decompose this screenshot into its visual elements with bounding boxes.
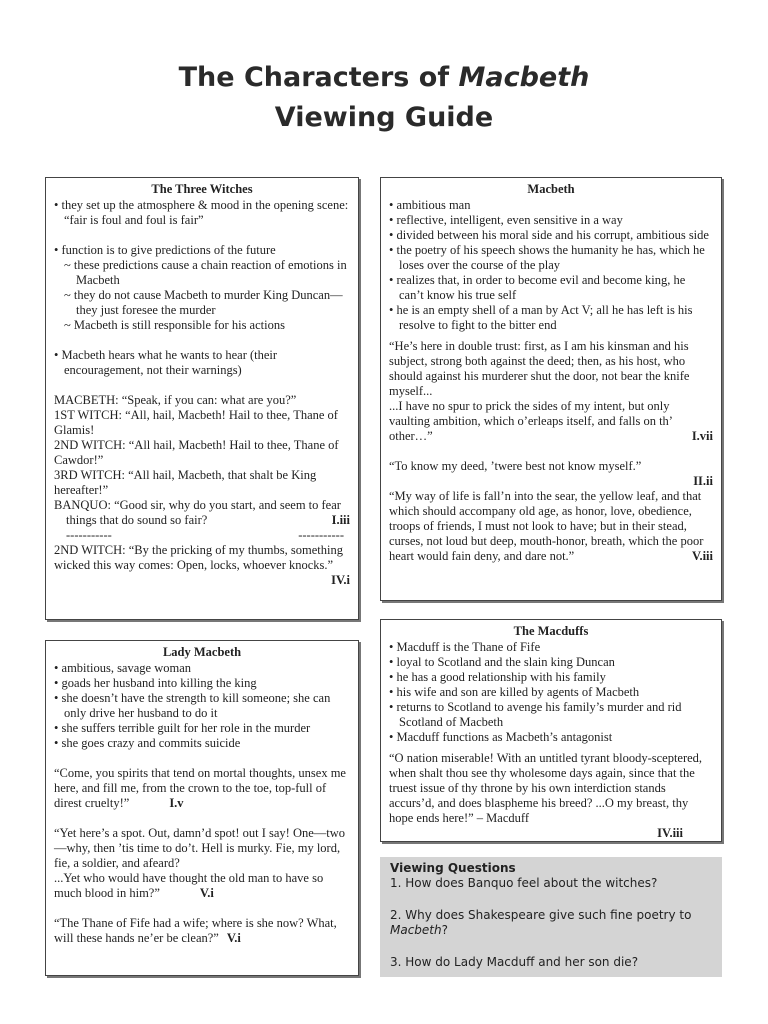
act-scene-reference: V.i: [199, 886, 214, 900]
macduffs-bullet: • he has a good relationship with his family: [389, 670, 713, 685]
lady-macbeth-bullet: • she doesn’t have the strength to kill someone; she can only drive her husband to do it: [54, 691, 350, 721]
macbeth-quote: [389, 489, 713, 564]
witches-quote-line: [54, 498, 350, 528]
witches-quote-line: MACBETH: “Speak, if you can: what are you?”: [54, 393, 297, 407]
lady-macbeth-quote-text: “The Thane of Fife had a wife; where is she now? What, will these hands ne’er be clean?”: [54, 916, 337, 945]
witches-quote-line: [54, 543, 350, 587]
witches-bullet: • function is to give predictions of the future: [54, 243, 350, 258]
macbeth-bullet: • he is an empty shell of a man by Act V; all he has left is his resolve to fight to the bitter end: [389, 303, 713, 333]
witches-quote-text: BANQUO: “Good sir, why do you start, and seem to fear things that do sound so fair?: [54, 498, 341, 527]
witches-quote-line: 2ND WITCH: “All hail, Macbeth! Hail to thee, Thane of Cawdor!”: [54, 438, 339, 467]
witches-box: [45, 177, 359, 620]
macbeth-bullet: • divided between his moral side and his corrupt, ambitious side: [389, 228, 713, 243]
macbeth-quote-text: “To know my deed, ’twere best not know myself.”: [389, 459, 642, 473]
macduffs-bullet: • Macduff functions as Macbeth’s antagonist: [389, 730, 713, 745]
macbeth-bullet: • ambitious man: [389, 198, 713, 213]
lady-macbeth-quote: “Yet here’s a spot. Out, damn’d spot! out I say! One—two—why, then ’tis time to do’t. Hell is murky. Fie, my lord, fie, a soldier, and afeard?: [54, 826, 346, 870]
witches-quote-text: 2ND WITCH: “By the pricking of my thumbs, something wicked this way comes: Open, locks, whoever knocks.”: [54, 543, 343, 572]
lady-macbeth-quote: [54, 766, 350, 811]
act-scene-reference: V.iii: [692, 549, 713, 563]
viewing-questions-box: [380, 857, 722, 977]
lady-macbeth-bullet: • she suffers terrible guilt for her role in the murder: [54, 721, 350, 736]
witches-heading: The Three Witches: [151, 182, 253, 196]
viewing-question-italic: Macbeth: [390, 923, 442, 937]
macduffs-quote-ref-row: [389, 826, 713, 841]
act-scene-reference: I.iii: [331, 513, 350, 527]
lady-macbeth-quote: [54, 871, 350, 901]
viewing-question: 1. How does Banquo feel about the witches?: [390, 876, 658, 890]
macbeth-quote: [389, 459, 713, 488]
macduffs-box: [380, 619, 722, 842]
macduffs-bullet: • Macduff is the Thane of Fife: [389, 640, 713, 655]
macbeth-heading: Macbeth: [527, 182, 575, 196]
act-scene-reference: IV.iii: [657, 826, 683, 840]
viewing-question-text: 2. Why does Shakespeare give such fine poetry to: [390, 908, 692, 922]
witches-bullet: • Macbeth hears what he wants to hear (their encouragement, not their warnings): [54, 348, 350, 378]
macbeth-quote: “He’s here in double trust: first, as I am his kinsman and his subject, strong both against the deed; then, as his host, who should against his murderer shut the door, not bear the knife myself...: [389, 339, 690, 398]
viewing-question: [390, 908, 712, 938]
macbeth-bullet: • realizes that, in order to become evil and become king, he can’t know his true self: [389, 273, 713, 303]
lady-macbeth-quote: [54, 916, 350, 946]
act-scene-reference: I.v: [169, 796, 184, 810]
macbeth-quote: [389, 399, 713, 444]
viewing-question-suffix: ?: [441, 923, 448, 937]
witches-quote-line: 1ST WITCH: “All, hail, Macbeth! Hail to thee, Thane of Glamis!: [54, 408, 338, 437]
macduffs-bullet: • loyal to Scotland and the slain king Duncan: [389, 655, 713, 670]
section-divider: [54, 528, 350, 543]
page-title: [0, 64, 768, 91]
viewing-questions-heading: Viewing Questions: [390, 861, 516, 875]
witches-bullet: • they set up the atmosphere & mood in the opening scene: “fair is foul and foul is fair”: [54, 198, 350, 228]
lady-macbeth-quote-text: ...Yet who would have thought the old man to have so much blood in him?”: [54, 871, 324, 900]
macbeth-bullet: • reflective, intelligent, even sensitive in a way: [389, 213, 713, 228]
lady-macbeth-bullet: • goads her husband into killing the king: [54, 676, 350, 691]
lady-macbeth-bullet: • she goes crazy and commits suicide: [54, 736, 350, 751]
act-scene-reference: V.i: [226, 931, 241, 945]
macduffs-heading: The Macduffs: [513, 624, 589, 638]
lady-macbeth-heading: Lady Macbeth: [162, 645, 242, 659]
divider-dashes: -----------: [298, 528, 344, 542]
lady-macbeth-bullet: • ambitious, savage woman: [54, 661, 350, 676]
witches-subbullet: ~ Macbeth is still responsible for his actions: [54, 318, 350, 333]
lady-macbeth-quote-text: “Come, you spirits that tend on mortal thoughts, unsex me here, and fill me, from the crown to the toe, top-full of direst cruelty!”: [54, 766, 346, 810]
act-scene-reference: IV.i: [331, 573, 350, 587]
macduffs-bullet: • his wife and son are killed by agents of Macbeth: [389, 685, 713, 700]
witches-quote-line: 3RD WITCH: “All hail, Macbeth, that shalt be King hereafter!”: [54, 468, 317, 497]
lady-macbeth-box: [45, 640, 359, 976]
act-scene-reference: II.ii: [693, 474, 713, 488]
macbeth-box: [380, 177, 722, 601]
macduffs-bullet: • returns to Scotland to avenge his family’s murder and rid Scotland of Macbeth: [389, 700, 713, 730]
witches-subbullet: ~ these predictions cause a chain reaction of emotions in Macbeth: [54, 258, 350, 288]
witches-subbullet: ~ they do not cause Macbeth to murder King Duncan—they just foresee the murder: [54, 288, 350, 318]
viewing-question: 3. How do Lady Macduff and her son die?: [390, 955, 639, 969]
macduffs-quote: “O nation miserable! With an untitled tyrant bloody-sceptered, when shalt thou see thy wholesome days again, since that the truest issue of thy throne by his own interdiction stands accurs’d, and does blaspheme his breed? ...O my breast, thy hope ends here!” – Macduff: [389, 751, 703, 825]
divider-dashes: -----------: [66, 528, 112, 542]
page-subtitle: Viewing Guide: [274, 102, 494, 133]
title-play-name: Macbeth: [458, 62, 590, 93]
act-scene-reference: I.vii: [691, 429, 713, 443]
macbeth-bullet: • the poetry of his speech shows the humanity he has, which he loses over the course of the play: [389, 243, 713, 273]
macbeth-quote-text: ...I have no spur to prick the sides of my intent, but only vaulting ambition, which o’erleaps itself, and falls on th’ other…”: [389, 399, 673, 443]
title-text: The Characters of: [178, 62, 459, 93]
macbeth-quote-text: “My way of life is fall’n into the sear, the yellow leaf, and that which should accompany old age, as honor, love, obedience, troops of friends, I must not look to have; but in their stead, curses, not loud but deep, mouth-honor, breath, which the poor heart would fain deny, and dare not.”: [389, 489, 704, 563]
